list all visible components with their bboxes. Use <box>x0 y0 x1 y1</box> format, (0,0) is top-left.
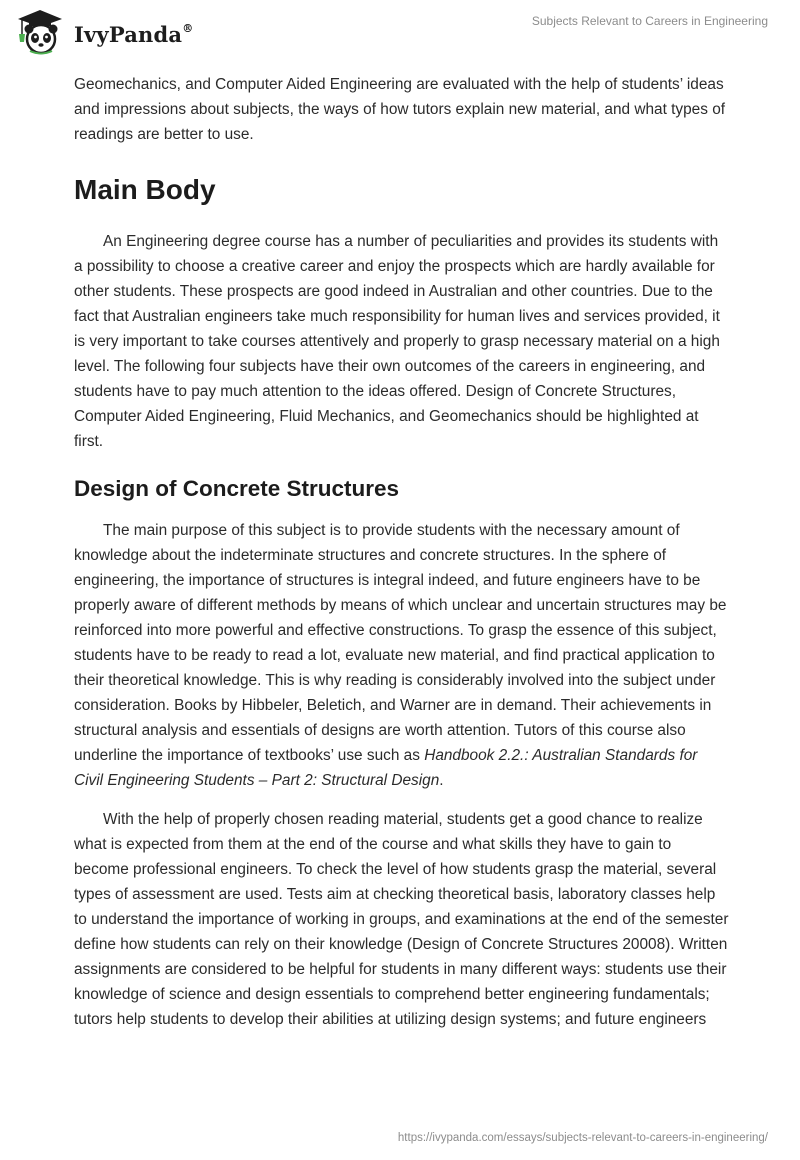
page-header <box>0 0 800 60</box>
concrete-structures-heading: Design of Concrete Structures <box>74 476 400 501</box>
main-body-paragraph: An Engineering degree course has a number of peculiarities and provides its students with a possibility to choose a creative career and enjoy the prospects which are hardly available for other students. These prospects are good indeed in Australian and other countries. Due to the fact that Australian engineers take much responsibility for human lives and services provided, it is very important to take courses attentively and properly to grasp necessary material on a high level. The following four subjects have their own outcomes of the careers in engineering, and students have to pay much attention to the ideas offered. Design of Concrete Structures, Computer Aided Engineering, Fluid Mechanics, and Geomechanics should be highlighted at first. <box>74 233 720 450</box>
handbook-title: Handbook 2.2.: Australian Standards for Civil Engineering Students – Part 2: Structural Design <box>74 747 698 789</box>
concrete-paragraph-2: With the help of properly chosen reading material, students get a good chance to realize what is expected from them at the end of the course and what skills they have to gain to become professional engineers. To check the level of how students grasp the material, several types of assessment are used. Tests aim at checking theoretical basis, laboratory classes help to understand the importance of working in groups, and examinations at the end of the semester define how students can rely on their knowledge (Design of Concrete Structures 20008). Written assignments are considered to be helpful for students in many different ways: students use their knowledge of science and design essentials to comprehend better engineering fundamentals; tutors help students to develop their abilities at utilizing design systems; and future engineers <box>74 811 729 1028</box>
footer-url[interactable]: https://ivypanda.com/essays/subjects-relevant-to-careers-in-engineering/ <box>397 1132 768 1144</box>
panda-logo-icon <box>14 8 66 56</box>
main-body-heading: Main Body <box>74 174 216 205</box>
concrete-paragraph-1-text: The main purpose of this subject is to provide students with the necessary amount of knowledge about the indeterminate structures and concrete structures. In the sphere of engineering, the importance of structures is integral indeed, and future engineers have to be properly aware of different methods by means of which unclear and uncertain structures may be reinforced into more powerful and effective constructions. To grasp the essence of this subject, students have to be ready to read a lot, evaluate new material, and find practical application to their theoretical knowledge. This is why reading is considerably involved into the subject under consideration. Books by Hibbeler, Beletich, and Warner are in demand. Their achievements in structural analysis and essentials of designs are worth attention. Tutors of this course also underline the importance of textbooks’ use such as <box>74 522 727 764</box>
brand-name: IvyPanda® <box>74 21 194 47</box>
document-title: Subjects Relevant to Careers in Engineering <box>531 14 768 28</box>
essay-content <box>74 72 730 1032</box>
brand-logo[interactable] <box>14 8 193 56</box>
concrete-paragraph-1 <box>74 518 730 793</box>
intro-paragraph: Geomechanics, and Computer Aided Engineering are evaluated with the help of students’ ideas and impressions about subjects, the ways of how tutors explain new material, and what types of readings are better to use. <box>74 76 726 143</box>
concrete-paragraph-1-end: . <box>439 772 444 789</box>
